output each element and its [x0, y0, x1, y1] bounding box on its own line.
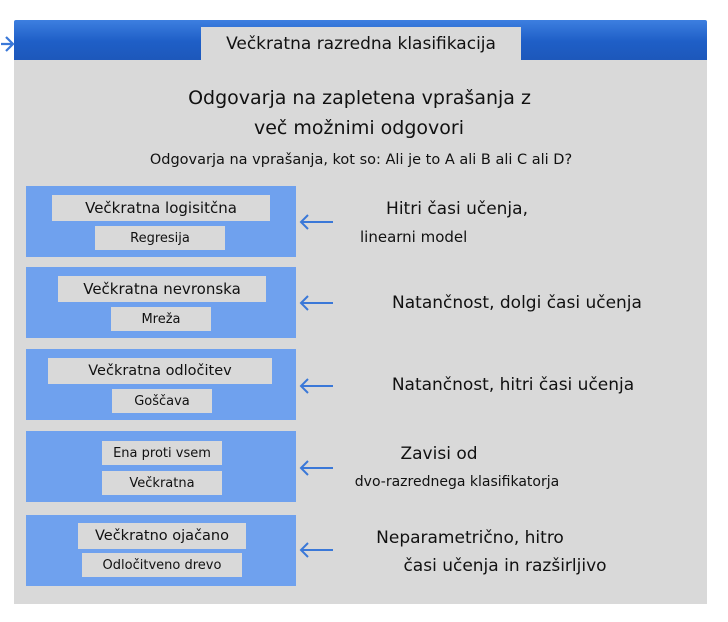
method-desc-1: Zavisi od [344, 439, 534, 468]
arrow-right-icon [0, 33, 16, 55]
intro-line-1: Odgovarja na zapletena vprašanja z [141, 83, 578, 113]
arrow-left-icon [297, 293, 335, 313]
method-desc-1: Neparametrično, hitro [346, 523, 594, 552]
method-sub: Regresija [95, 226, 225, 250]
method-name: Večkratna nevronska [58, 276, 266, 302]
arrow-left-icon [297, 540, 335, 560]
intro-line-2: več možnimi odgovori [185, 113, 533, 143]
method-desc-2: dvo-razrednega klasifikatorja [344, 469, 570, 494]
arrow-left-icon [297, 212, 335, 232]
method-name: Večkratno ojačano [78, 523, 246, 549]
method-sub: Odločitveno drevo [82, 553, 242, 577]
arrow-left-icon [297, 458, 335, 478]
method-desc-1: Natančnost, dolgi časi učenja [344, 288, 690, 317]
method-sub: Goščava [112, 389, 212, 413]
method-desc-2: časi učenja in razširljivo [346, 552, 664, 580]
method-sub: Mreža [111, 307, 211, 331]
method-desc-2: linearni model [346, 224, 496, 249]
method-desc-1: Natančnost, hitri časi učenja [344, 370, 682, 399]
diagram-title: Večkratna razredna klasifikacija [201, 27, 521, 61]
intro-line-3: Odgovarja na vprašanja, kot so: Ali je to A ali B ali C ali D? [108, 147, 614, 173]
arrow-left-icon [297, 376, 335, 396]
method-name: Ena proti vsem [102, 441, 222, 465]
method-sub: Večkratna [102, 471, 222, 495]
method-name: Večkratna logisitčna [52, 195, 270, 221]
method-desc-1: Hitri časi učenja, [342, 194, 572, 223]
method-name: Večkratna odločitev [48, 358, 272, 384]
